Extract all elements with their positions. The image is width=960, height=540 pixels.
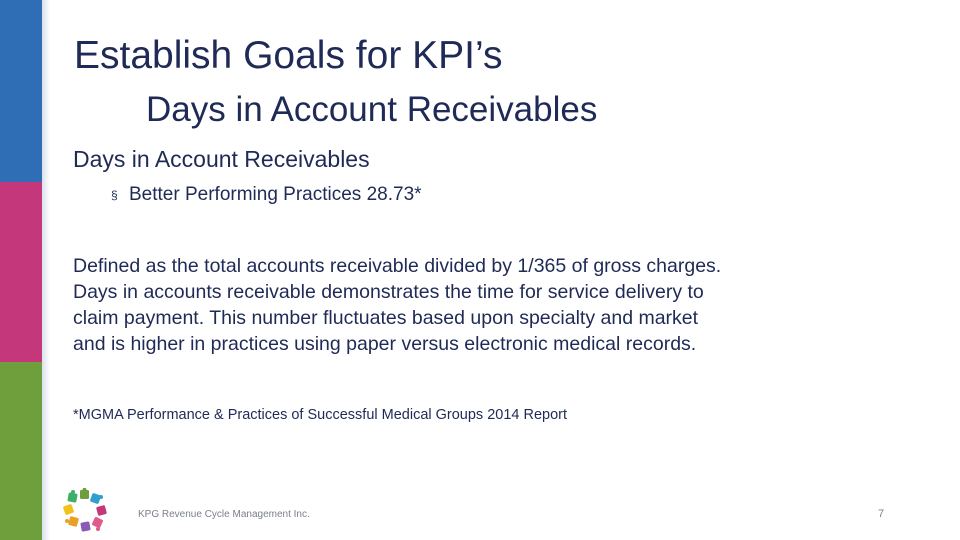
side-bar-pink-segment: [0, 182, 42, 362]
definition-paragraph: [73, 253, 893, 357]
bullet-marker-icon: §: [111, 187, 118, 202]
slide-title: Establish Goals for KPI’s: [74, 34, 503, 77]
definition-line: Days in accounts receivable demonstrates the time for service delivery to: [73, 281, 704, 303]
bullet-item: [111, 184, 422, 206]
slide-subtitle: Days in Account Receivables: [146, 90, 598, 129]
bullet-text: Better Performing Practices 28.73*: [129, 184, 422, 205]
side-color-bar: [0, 0, 42, 540]
source-footnote: *MGMA Performance & Practices of Successful Medical Groups 2014 Report: [73, 407, 568, 423]
side-bar-shadow: [42, 0, 50, 540]
page-number: 7: [878, 508, 885, 520]
footer-company-name: KPG Revenue Cycle Management Inc.: [138, 509, 310, 520]
puzzle-pieces-logo-icon: [60, 488, 110, 534]
side-bar-blue-segment: [0, 0, 42, 182]
definition-line: claim payment. This number fluctuates based upon specialty and market: [73, 307, 699, 329]
definition-line: and is higher in practices using paper versus electronic medical records.: [73, 333, 697, 355]
section-heading: Days in Account Receivables: [73, 146, 370, 172]
definition-line: Defined as the total accounts receivable divided by 1/365 of gross charges.: [73, 255, 722, 277]
side-bar-green-segment: [0, 362, 42, 540]
